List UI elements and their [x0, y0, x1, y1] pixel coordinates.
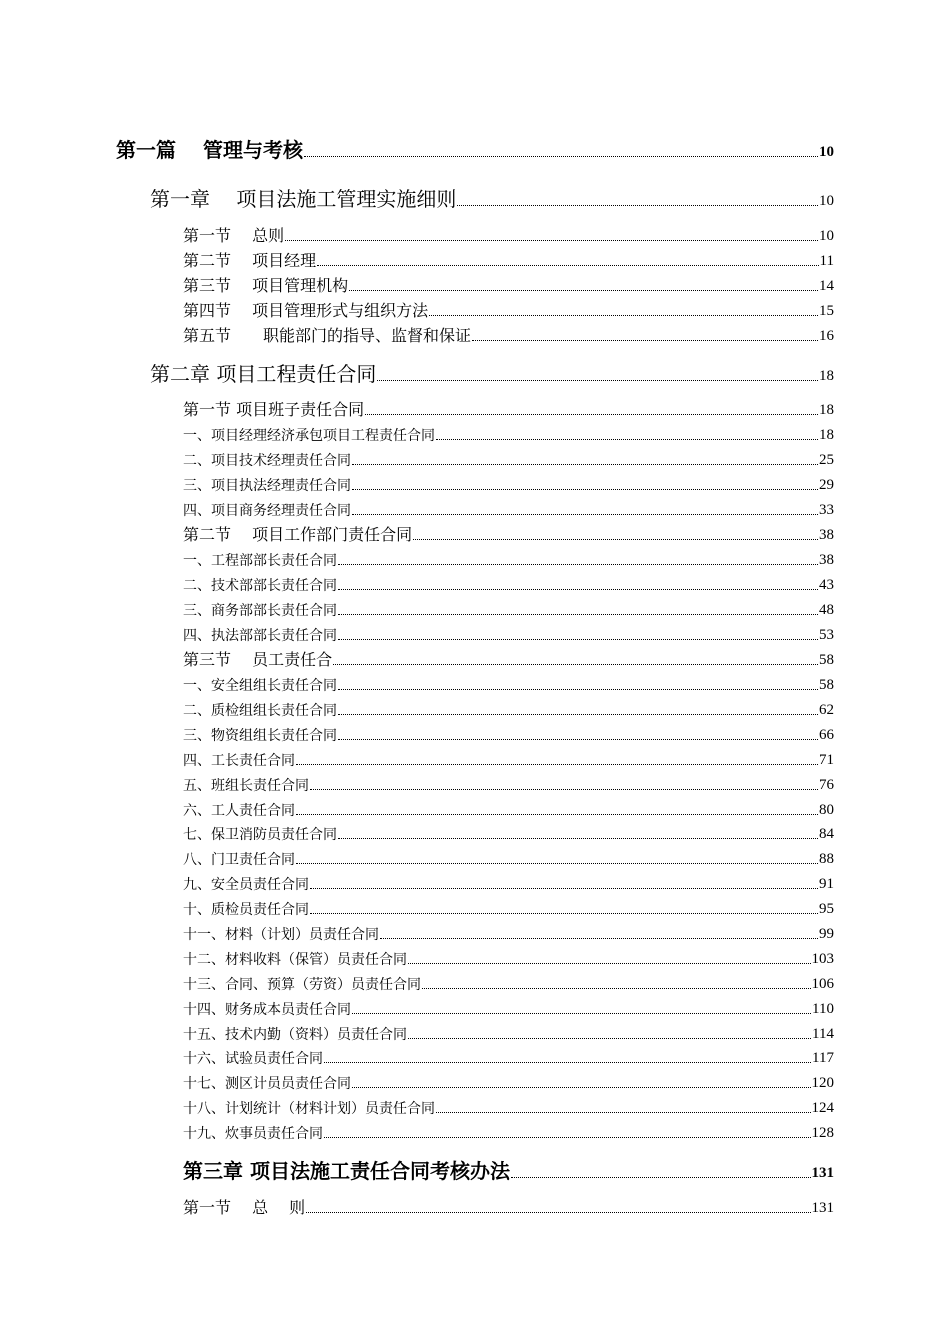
toc-entry-page: 128 [811, 1125, 834, 1141]
toc-entry-page: 114 [812, 1026, 834, 1042]
toc-entry-page: 15 [819, 303, 834, 319]
toc-entry-item[interactable] [183, 503, 834, 518]
toc-entry-page: 120 [811, 1075, 834, 1091]
toc-entry-title: 第一节 总则 [183, 226, 285, 245]
toc-entry-title: 第一篇 管理与考核 [116, 138, 303, 162]
toc-entry-page: 58 [819, 677, 834, 693]
toc-dot-leader [324, 1136, 811, 1138]
toc-entry-title: 五、班组长责任合同 [183, 778, 309, 794]
toc-entry-item[interactable] [183, 703, 834, 718]
toc-entry-item[interactable] [183, 553, 834, 568]
toc-entry-title: 二、质检组组长责任合同 [183, 703, 337, 719]
toc-entry-section[interactable] [183, 328, 834, 344]
toc-entry-title: 七、保卫消防员责任合同 [183, 827, 337, 843]
toc-entry-item[interactable] [183, 603, 834, 618]
toc-entry-page: 29 [819, 477, 834, 493]
toc-entry-page: 48 [819, 602, 834, 618]
toc-dot-leader [296, 763, 818, 765]
toc-dot-leader [296, 813, 818, 815]
toc-dot-leader [352, 463, 818, 465]
toc-entry-title: 八、门卫责任合同 [183, 852, 295, 868]
toc-dot-leader [349, 289, 818, 291]
toc-entry-title: 第一节 项目班子责任合同 [183, 400, 365, 419]
toc-entry-item[interactable] [183, 977, 834, 992]
toc-entry-page: 95 [819, 901, 834, 917]
toc-entry-title: 第三章 项目法施工责任合同考核办法 [183, 1159, 510, 1183]
toc-dot-leader [296, 862, 818, 864]
toc-entry-page: 10 [819, 193, 834, 209]
toc-dot-leader [352, 513, 818, 515]
toc-dot-leader [324, 1061, 811, 1063]
toc-entry-page: 53 [819, 627, 834, 643]
toc-entry-title: 第一节 总 则 [183, 1198, 306, 1217]
toc-entry-page: 58 [819, 652, 834, 668]
toc-dot-leader [310, 887, 818, 889]
toc-entry-page: 131 [811, 1200, 834, 1216]
toc-entry-title: 四、工长责任合同 [183, 753, 295, 769]
toc-entry-section[interactable] [183, 303, 834, 319]
toc-entry-title: 一、安全组组长责任合同 [183, 678, 337, 694]
toc-entry-item[interactable] [183, 1126, 834, 1141]
toc-entry-page: 18 [819, 427, 834, 443]
toc-entry-page: 91 [819, 876, 834, 892]
toc-entry-title: 十二、材料收料（保管）员责任合同 [183, 952, 407, 968]
toc-entry-title: 第四节 项目管理形式与组织方法 [183, 301, 429, 320]
toc-entry-title: 第三节 项目管理机构 [183, 276, 349, 295]
toc-entry-page: 80 [819, 802, 834, 818]
toc-dot-leader [408, 1037, 811, 1039]
toc-dot-leader [472, 339, 818, 341]
toc-entry-title: 十五、技术内勤（资料）员责任合同 [183, 1027, 407, 1043]
toc-entry-title: 十四、财务成本员责任合同 [183, 1002, 351, 1018]
toc-entry-title: 一、项目经理经济承包项目工程责任合同 [183, 428, 435, 444]
toc-entry-section[interactable] [183, 652, 834, 668]
toc-entry-page: 66 [819, 727, 834, 743]
toc-dot-leader [408, 962, 811, 964]
toc-dot-leader [457, 204, 818, 206]
toc-entry-title: 四、执法部部长责任合同 [183, 628, 337, 644]
toc-entry-item[interactable] [183, 578, 834, 593]
toc-entry-part-1[interactable] [116, 140, 834, 160]
toc-entry-item[interactable] [183, 902, 834, 917]
toc-entry-section[interactable] [183, 253, 834, 269]
toc-entry-page: 25 [819, 452, 834, 468]
toc-entry-page: 10 [819, 144, 834, 160]
toc-entry-chapter-2[interactable] [150, 364, 834, 384]
toc-entry-page: 88 [819, 851, 834, 867]
toc-entry-section[interactable] [183, 228, 834, 244]
toc-entry-item[interactable] [183, 852, 834, 867]
toc-entry-item[interactable] [183, 728, 834, 743]
toc-entry-item[interactable] [183, 753, 834, 768]
toc-entry-chapter-3[interactable] [183, 1161, 834, 1181]
toc-entry-page: 18 [819, 368, 834, 384]
toc-entry-item[interactable] [183, 428, 834, 443]
toc-dot-leader [422, 987, 811, 989]
toc-entry-title: 二、项目技术经理责任合同 [183, 453, 351, 469]
toc-entry-title: 六、工人责任合同 [183, 803, 295, 819]
toc-dot-leader [352, 1012, 811, 1014]
toc-entry-page: 62 [819, 702, 834, 718]
toc-dot-leader [338, 588, 818, 590]
toc-dot-leader [338, 837, 818, 839]
toc-entry-chapter-1[interactable] [150, 189, 834, 209]
toc-entry-title: 第一章 项目法施工管理实施细则 [150, 187, 457, 211]
toc-entry-page: 99 [819, 926, 834, 942]
toc-dot-leader [338, 638, 818, 640]
toc-entry-title: 三、项目执法经理责任合同 [183, 478, 351, 494]
toc-entry-page: 10 [819, 228, 834, 244]
toc-entry-page: 131 [811, 1165, 834, 1181]
toc-entry-page: 124 [811, 1100, 834, 1116]
toc-entry-title: 第二章 项目工程责任合同 [150, 362, 377, 386]
toc-dot-leader [338, 738, 818, 740]
toc-dot-leader [338, 688, 818, 690]
toc-entry-item[interactable] [183, 478, 834, 493]
toc-entry-title: 一、工程部部长责任合同 [183, 553, 337, 569]
toc-entry-page: 84 [819, 826, 834, 842]
toc-entry-title: 十、质检员责任合同 [183, 902, 309, 918]
toc-dot-leader [429, 314, 818, 316]
toc-entry-title: 三、商务部部长责任合同 [183, 603, 337, 619]
toc-dot-leader [333, 663, 818, 665]
toc-entry-item[interactable] [183, 1051, 834, 1066]
toc-entry-title: 九、安全员责任合同 [183, 877, 309, 893]
toc-entry-title: 十七、测区计员员责任合同 [183, 1076, 351, 1092]
toc-dot-leader [352, 488, 818, 490]
toc-entry-page: 71 [819, 752, 834, 768]
toc-entry-item[interactable] [183, 678, 834, 693]
toc-entry-item[interactable] [183, 1002, 834, 1017]
toc-entry-title: 十九、炊事员责任合同 [183, 1126, 323, 1142]
toc-dot-leader [377, 379, 818, 381]
toc-dot-leader [365, 413, 818, 415]
toc-dot-leader [304, 155, 818, 157]
toc-entry-item[interactable] [183, 453, 834, 468]
toc-entry-section[interactable] [183, 527, 834, 543]
toc-entry-page: 106 [811, 976, 834, 992]
toc-entry-item[interactable] [183, 827, 834, 842]
toc-dot-leader [338, 613, 818, 615]
toc-dot-leader [436, 1111, 811, 1113]
toc-entry-title: 三、物资组组长责任合同 [183, 728, 337, 744]
toc-entry-item[interactable] [183, 1101, 834, 1116]
toc-entry-item[interactable] [183, 1027, 834, 1042]
toc-entry-page: 103 [811, 951, 834, 967]
toc-dot-leader [310, 788, 818, 790]
toc-entry-page: 18 [819, 402, 834, 418]
toc-entry-title: 二、技术部部长责任合同 [183, 578, 337, 594]
toc-entry-title: 第五节 职能部门的指导、监督和保证 [183, 326, 472, 345]
toc-entry-page: 38 [819, 527, 834, 543]
toc-entry-title: 十六、试验员责任合同 [183, 1051, 323, 1067]
toc-entry-page: 110 [812, 1001, 834, 1017]
toc-entry-section[interactable] [183, 1200, 834, 1216]
toc-dot-leader [380, 937, 818, 939]
toc-dot-leader [436, 438, 818, 440]
toc-entry-page: 117 [812, 1050, 834, 1066]
toc-dot-leader [338, 713, 818, 715]
toc-entry-item[interactable] [183, 877, 834, 892]
toc-entry-item[interactable] [183, 628, 834, 643]
toc-dot-leader [317, 264, 818, 266]
toc-entry-section[interactable] [183, 402, 834, 418]
toc-dot-leader [310, 912, 818, 914]
toc-entry-page: 33 [819, 502, 834, 518]
toc-entry-title: 十八、计划统计（材料计划）员责任合同 [183, 1101, 435, 1117]
toc-entry-title: 第二节 项目工作部门责任合同 [183, 525, 413, 544]
toc-entry-title: 第三节 员工责任合 [183, 650, 333, 669]
toc-entry-page: 16 [819, 328, 834, 344]
toc-entry-item[interactable] [183, 952, 834, 967]
toc-entry-title: 四、项目商务经理责任合同 [183, 503, 351, 519]
toc-entry-title: 十一、材料（计划）员责任合同 [183, 927, 379, 943]
toc-entry-page: 76 [819, 777, 834, 793]
toc-entry-page: 43 [819, 577, 834, 593]
toc-entry-title: 第二节 项目经理 [183, 251, 317, 270]
toc-entry-page: 38 [819, 552, 834, 568]
toc-dot-leader [352, 1086, 811, 1088]
toc-entry-page: 11 [819, 253, 834, 269]
toc-entry-item[interactable] [183, 803, 834, 818]
toc-entry-page: 14 [819, 278, 834, 294]
toc-dot-leader [413, 538, 818, 540]
toc-dot-leader [511, 1176, 811, 1178]
toc-entry-item[interactable] [183, 1076, 834, 1091]
toc-entry-item[interactable] [183, 927, 834, 942]
toc-dot-leader [338, 563, 818, 565]
toc-entry-section[interactable] [183, 278, 834, 294]
toc-entry-item[interactable] [183, 778, 834, 793]
toc-dot-leader [306, 1211, 810, 1213]
toc-entry-title: 十三、合同、预算（劳资）员责任合同 [183, 977, 421, 993]
toc-dot-leader [285, 239, 818, 241]
